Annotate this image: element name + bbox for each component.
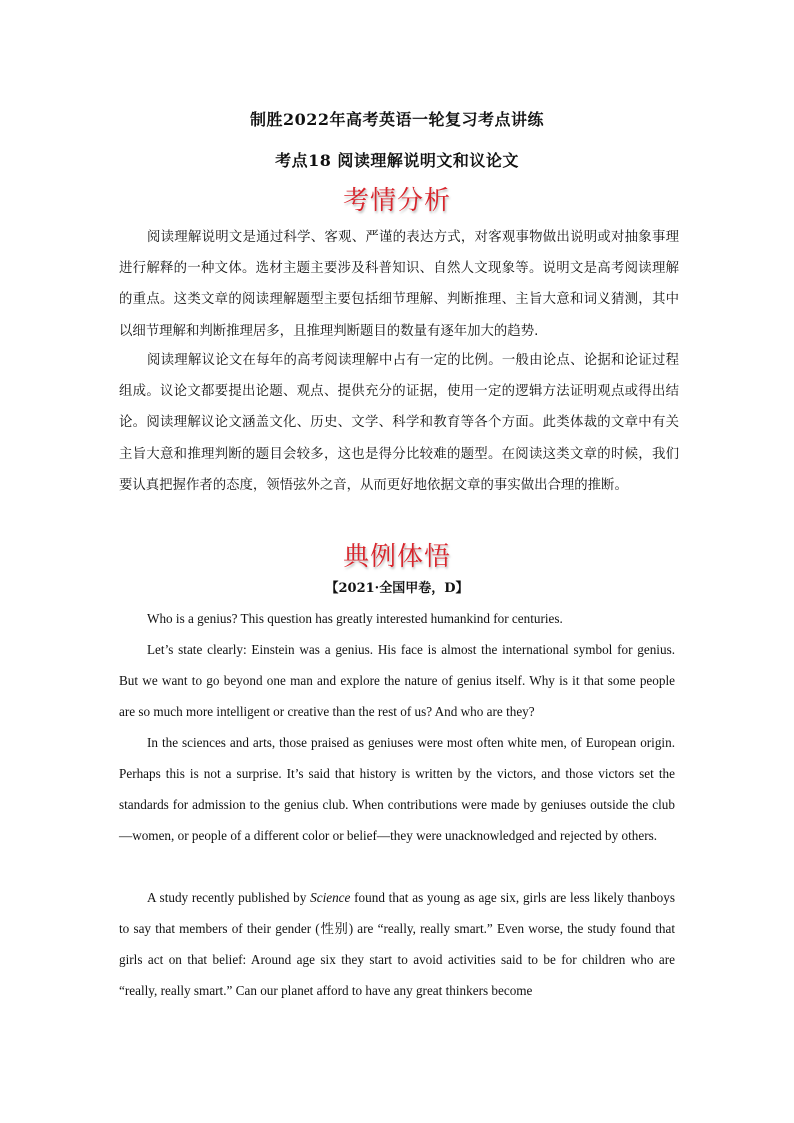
- section-heading-example: 典例体悟: [342, 542, 451, 572]
- section-heading-analysis: 考情分析: [342, 186, 451, 216]
- passage-paragraph-2: Let’s state clearly: Einstein was a genius. His face is almost the international symbol for genius. But we want to go beyond one man and explore the nature of genius itself. Why is it that some people are so much more intelligent or creative than the rest of us? And who are they?: [119, 642, 675, 719]
- document-subtitle: 考点18 阅读理解说明文和议论文: [275, 151, 519, 170]
- passage-text-after-italic: found that as young as age six, girls are less likely thanboys to say that members of their gender (性别) are “really, really smart.” Even worse, the study found that girls act on that belief: Around age six they start to avoid activities said to be for children who are “really, really smart.” Can our planet afford to have any great thinkers become: [119, 890, 675, 998]
- analysis-paragraph-1: 阅读理解说明文是通过科学、客观、严谨的表达方式，对客观事物做出说明或对抽象事理进行解释的一种文体。选材主题主要涉及科普知识、自然人文现象等。说明文是高考阅读理解的重点。这类文章的阅读理解题型主要包括细节理解、判断推理、主旨大意和词义猜测，其中以细节理解和判断推理居多，且推理判断题目的数量有逐年加大的趋势.: [119, 230, 679, 339]
- passage-paragraph-3: In the sciences and arts, those praised as geniuses were most often white men, of European origin. Perhaps this is not a surprise. It’s said that history is written by the victors, and those victors set the standards for admission to the genius club. When contributions were made by geniuses outside the club—women, or people of a different color or belief—they were unacknowledged and rejected by others.: [119, 735, 675, 843]
- passage-paragraph-1: Who is a genius? This question has greatly interested humankind for centuries.: [147, 611, 563, 626]
- example-source-label: 【2021·全国甲卷，D】: [325, 581, 469, 596]
- analysis-paragraph-2: 阅读理解议论文在每年的高考阅读理解中占有一定的比例。一般由论点、论据和论证过程组成。议论文都要提出论题、观点、提供充分的证据，使用一定的逻辑方法证明观点或得出结论。阅读理解议论文涵盖文化、历史、文学、科学和教育等各个方面。此类体裁的文章中有关主旨大意和推理判断的题目会较多，这也是得分比较难的题型。在阅读这类文章的时候，我们要认真把握作者的态度，领悟弦外之音，从而更好地依据文章的事实做出合理的推断。: [119, 353, 679, 493]
- journal-name-italic: Science: [310, 890, 351, 905]
- passage-text-before-italic: A study recently published by: [147, 890, 311, 905]
- document-title: 制胜2022年高考英语一轮复习考点讲练: [249, 110, 545, 129]
- passage-paragraph-4: [119, 882, 675, 1006]
